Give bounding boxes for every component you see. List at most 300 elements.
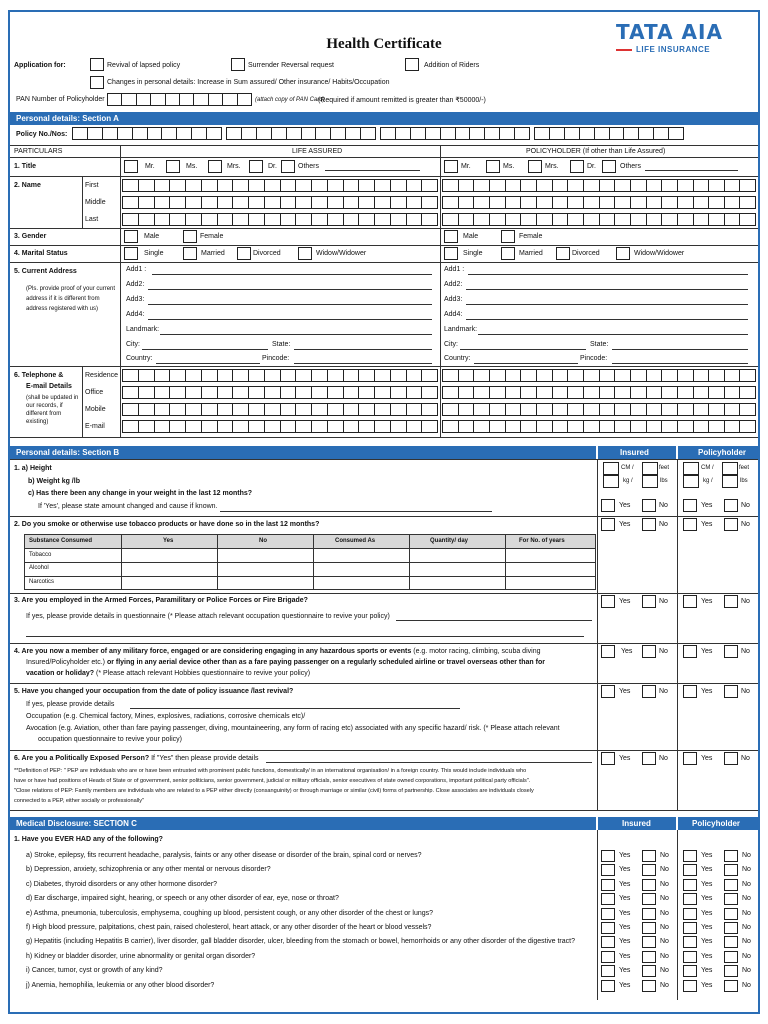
ph-medical-yes-checkbox[interactable] (683, 951, 697, 963)
q6-details-label: If "Yes" then please provide details (151, 755, 259, 762)
ph-q6-no-label: No (741, 755, 750, 762)
pep-text-3: "Close relations of PEP: Family members are individuals who are related to a PEP either directly (consanguinity) or through marriage or similar (civil) forms of partnership. Close associates are individuals closely (14, 788, 534, 794)
q4-label-1b: (e.g. motor racing, climbing, scuba diving (413, 648, 541, 655)
ph-q1c-no-checkbox[interactable] (724, 499, 738, 512)
la-mr-label: Mr. (145, 163, 155, 170)
la-mobile-input[interactable] (122, 403, 438, 416)
la-single-checkbox[interactable] (124, 247, 138, 260)
ph-landmark-label: Landmark: (444, 326, 478, 333)
la-married-label: Married (201, 250, 225, 257)
ins-medical-yes-checkbox[interactable] (601, 864, 615, 876)
surrender-label: Surrender Reversal request (248, 62, 334, 69)
ph-medical-no-checkbox[interactable] (724, 879, 738, 891)
ph-state-input[interactable] (612, 349, 748, 350)
la-country-input[interactable] (156, 363, 260, 364)
ph-medical-yes-checkbox[interactable] (683, 908, 697, 920)
ins-q6-no-checkbox[interactable] (642, 752, 656, 765)
la-middle-name-input[interactable] (122, 196, 438, 209)
section-b-policyholder-header: Policyholder (678, 446, 758, 459)
ph-q2-no-checkbox[interactable] (724, 518, 738, 531)
ph-medical-no-checkbox[interactable] (724, 951, 738, 963)
q1c-label: c) Has there been any change in your weight in the last 12 months? (28, 490, 253, 497)
ins-q4-yes-label: Yes (621, 648, 633, 655)
ph-medical-no-label: No (742, 924, 751, 931)
ins-medical-yes-checkbox[interactable] (601, 893, 615, 905)
ins-medical-yes-label: Yes (619, 924, 631, 931)
policy-no-label: Policy No./Nos: (16, 131, 68, 138)
ph-others-label: Others (620, 163, 642, 170)
ins-q3-no-label: No (659, 598, 668, 605)
middle-label: Middle (85, 199, 106, 206)
ph-q1c-yes-label: Yes (701, 502, 713, 509)
ins-medical-no-label: No (660, 967, 669, 975)
ph-medical-yes-label: Yes (701, 909, 713, 917)
la-pincode-input[interactable] (294, 363, 432, 364)
riders-checkbox[interactable] (405, 58, 419, 71)
la-add1-input[interactable] (152, 274, 432, 275)
revival-checkbox[interactable] (90, 58, 104, 71)
la-mrs-checkbox[interactable] (208, 160, 222, 173)
ins-medical-no-label: No (660, 924, 669, 931)
particulars-header: PARTICULARS (14, 148, 63, 155)
pan-input[interactable] (107, 93, 252, 106)
ins-cm-label: CM / (621, 465, 634, 471)
ins-medical-yes-label: Yes (619, 938, 631, 946)
ph-medical-yes-label: Yes (701, 852, 713, 859)
ins-medical-yes-label: Yes (619, 952, 631, 960)
medical-item: d) Ear discharge, impaired sight, hearing, or speech or any other disorder of ear, eye, nose or throat? (26, 895, 339, 903)
ins-medical-yes-label: Yes (619, 866, 631, 874)
gender-row-label: 3. Gender (14, 233, 47, 240)
ph-medical-no-label: No (742, 852, 751, 859)
ph-email-input[interactable] (442, 420, 756, 433)
medical-item: c) Diabetes, thyroid disorders or any other hormone disorder? (26, 880, 218, 888)
ph-mrs-checkbox[interactable] (528, 160, 542, 173)
q4-label-3b: (* Please attach relevant Hobbies questionnaire to revive your policy) (96, 670, 311, 677)
section-b-insured-header: Insured (598, 446, 676, 459)
la-add1-label: Add1 : (126, 266, 147, 273)
ph-medical-yes-label: Yes (701, 866, 713, 874)
ph-q5-no-checkbox[interactable] (724, 685, 738, 698)
ph-medical-no-label: No (742, 895, 751, 903)
la-city-label: City: (126, 341, 140, 348)
ph-q4-no-label: No (741, 648, 750, 655)
table-row: Narcotics (29, 579, 55, 585)
ph-medical-no-checkbox[interactable] (724, 980, 738, 992)
ph-dr-checkbox[interactable] (570, 160, 584, 173)
ins-medical-no-checkbox[interactable] (642, 864, 656, 876)
ph-add1-input[interactable] (468, 274, 748, 275)
ins-medical-no-label: No (660, 938, 669, 946)
ph-medical-no-checkbox[interactable] (724, 936, 738, 948)
ins-medical-yes-checkbox[interactable] (601, 936, 615, 948)
ph-q4-no-checkbox[interactable] (724, 645, 738, 658)
la-mr-checkbox[interactable] (124, 160, 138, 173)
ph-medical-yes-checkbox[interactable] (683, 922, 697, 934)
brand-name: TATA AIA (616, 20, 723, 44)
ph-q6-yes-checkbox[interactable] (683, 752, 697, 765)
ins-q6-yes-label: Yes (619, 755, 631, 762)
ph-married-label: Married (519, 250, 543, 257)
q1c-details-input[interactable] (220, 511, 492, 512)
la-state-input[interactable] (294, 349, 432, 350)
ph-medical-no-checkbox[interactable] (724, 864, 738, 876)
medical-item: g) Hepatitis (including Hepatitis B carrier), liver disorder, gall bladder disorder, ulcer, bleeding from the stomach or bowel, hemorrhoids or any other disorder of the digestive tract? (26, 938, 575, 946)
ph-q2-yes-label: Yes (701, 521, 713, 528)
ph-height-cm-input[interactable] (683, 462, 699, 475)
ph-medical-no-checkbox[interactable] (724, 965, 738, 977)
ph-mobile-input[interactable] (442, 403, 756, 416)
policy-no-input-2[interactable] (226, 127, 376, 140)
q5-note: occupation questionnaire to revive your policy) (38, 736, 182, 743)
ph-female-label: Female (519, 233, 543, 240)
la-city-input[interactable] (142, 349, 268, 350)
ph-middle-name-input[interactable] (442, 196, 756, 209)
ph-dr-label: Dr. (587, 163, 596, 170)
ph-weight-lbs-input[interactable] (722, 475, 738, 488)
ph-medical-yes-checkbox[interactable] (683, 864, 697, 876)
ins-q2-yes-checkbox[interactable] (601, 518, 615, 531)
ph-male-checkbox[interactable] (444, 230, 458, 243)
title-row-label: 1. Title (14, 163, 37, 170)
ph-medical-yes-checkbox[interactable] (683, 980, 697, 992)
ph-q6-no-checkbox[interactable] (724, 752, 738, 765)
q6-details-input[interactable] (266, 762, 592, 763)
ins-q2-yes-label: Yes (619, 521, 631, 528)
ph-add2-label: Add2: (444, 281, 463, 288)
telephone-note: (shall be updated in our records, if different from existing) (26, 395, 79, 425)
ph-q5-yes-label: Yes (701, 688, 713, 695)
la-ms-label: Ms. (186, 163, 198, 170)
q1b-label: b) Weight kg /lb (28, 478, 80, 485)
ph-add4-label: Add4: (444, 311, 463, 318)
medical-item: a) Stroke, epilepsy, fits recurrent headache, paralysis, faints or any other disease or disorder of the brain, spinal cord or nerves? (26, 852, 422, 859)
ph-medical-yes-checkbox[interactable] (683, 850, 697, 862)
ph-add2-input[interactable] (466, 289, 748, 290)
ph-medical-yes-checkbox[interactable] (683, 965, 697, 977)
ph-medical-yes-label: Yes (701, 981, 713, 989)
la-male-label: Male (144, 233, 160, 240)
ph-add4-input[interactable] (466, 319, 748, 320)
ph-first-name-input[interactable] (442, 179, 756, 192)
ph-single-checkbox[interactable] (444, 247, 458, 260)
mobile-label: Mobile (85, 406, 106, 413)
ph-medical-no-label: No (742, 880, 751, 888)
ph-country-input[interactable] (474, 363, 578, 364)
ins-q3-no-checkbox[interactable] (642, 595, 656, 608)
pep-text-1: **Definition of PEP: " PEP are individuals who are or have been entrusted with prominent public functions, domestically/ in an international organisation/ in a foreign country. This would include individuals who (14, 768, 527, 774)
la-add3-label: Add3: (126, 296, 145, 303)
ins-q5-yes-checkbox[interactable] (601, 685, 615, 698)
la-add4-label: Add4: (126, 311, 145, 318)
ins-kg-label: kg / (623, 478, 633, 484)
ph-residence-input[interactable] (442, 369, 756, 382)
ins-medical-no-checkbox[interactable] (642, 965, 656, 977)
ph-medical-no-label: No (742, 909, 751, 917)
ins-medical-no-label: No (660, 909, 669, 917)
ph-q3-yes-label: Yes (701, 598, 713, 605)
ph-female-checkbox[interactable] (501, 230, 515, 243)
ph-q6-yes-label: Yes (701, 755, 713, 762)
ph-medical-no-label: No (742, 967, 751, 975)
q5-label: 5. Have you changed your occupation from the date of policy issuance /last revival? (14, 688, 294, 695)
policy-no-input-4[interactable] (534, 127, 684, 140)
brand-sub: LIFE INSURANCE (636, 45, 711, 54)
application-label: Application for: (14, 62, 66, 69)
la-office-input[interactable] (122, 386, 438, 399)
ins-medical-yes-checkbox[interactable] (601, 980, 615, 992)
ph-q4-yes-checkbox[interactable] (683, 645, 697, 658)
q5-avocation-label: Avocation (e.g. Aviation, other than fare paying passenger, diving, mountaineering, any form of racing etc) associated with any specific hazard/ risk. (* Please attach relevant (26, 725, 560, 732)
changes-label: Changes in personal details: Increase in Sum assured/ Other insurance/ Habits/Occupation (107, 79, 390, 86)
section-b-band: Personal details: Section B (10, 446, 596, 459)
ph-others-checkbox[interactable] (602, 160, 616, 173)
ph-pincode-input[interactable] (612, 363, 748, 364)
first-label: First (85, 182, 99, 189)
ins-q3-yes-checkbox[interactable] (601, 595, 615, 608)
ins-height-feet-input[interactable] (642, 462, 658, 475)
la-widow-label: Widow/Widower (316, 250, 367, 257)
ins-medical-yes-checkbox[interactable] (601, 951, 615, 963)
la-dr-checkbox[interactable] (249, 160, 263, 173)
ph-mrs-label: Mrs. (545, 163, 559, 170)
ins-medical-yes-checkbox[interactable] (601, 908, 615, 920)
ph-single-label: Single (463, 250, 483, 257)
ins-medical-no-checkbox[interactable] (642, 893, 656, 905)
ins-medical-yes-label: Yes (619, 852, 631, 859)
ins-q5-yes-label: Yes (619, 688, 631, 695)
ph-married-checkbox[interactable] (501, 247, 515, 260)
ins-q5-no-checkbox[interactable] (642, 685, 656, 698)
ins-medical-no-checkbox[interactable] (642, 922, 656, 934)
q4-label-2: Insured/Policyholder etc.) (26, 659, 105, 666)
la-last-name-input[interactable] (122, 213, 438, 226)
ph-medical-yes-checkbox[interactable] (683, 936, 697, 948)
ins-q3-yes-label: Yes (619, 598, 631, 605)
la-male-checkbox[interactable] (124, 230, 138, 243)
name-row-label: 2. Name (14, 182, 41, 189)
ph-medical-no-checkbox[interactable] (724, 850, 738, 862)
ph-last-name-input[interactable] (442, 213, 756, 226)
q3-label: 3. Are you employed in the Armed Forces, Paramilitary or Police Forces or Fire Brigade? (14, 597, 308, 604)
la-residence-input[interactable] (122, 369, 438, 382)
office-label: Office (85, 389, 104, 396)
ins-q1c-no-label: No (659, 502, 668, 509)
la-landmark-input[interactable] (160, 334, 432, 335)
la-email-input[interactable] (122, 420, 438, 433)
ph-q1c-yes-checkbox[interactable] (683, 499, 697, 512)
la-state-label: State: (272, 341, 291, 348)
changes-checkbox[interactable] (90, 76, 104, 89)
ins-q6-no-label: No (659, 755, 668, 762)
ins-medical-no-label: No (660, 952, 669, 960)
ins-weight-kg-input[interactable] (603, 475, 619, 488)
ins-q2-no-label: No (659, 521, 668, 528)
q6-label: 6. Are you a Politically Exposed Person? (14, 755, 150, 762)
q2-label: 2. Do you smoke or otherwise use tobacco products or have done so in the last 12 months? (14, 521, 320, 528)
ph-medical-yes-label: Yes (701, 938, 713, 946)
policy-no-input-3[interactable] (380, 127, 530, 140)
q5-details-input[interactable] (130, 708, 460, 709)
ins-q6-yes-checkbox[interactable] (601, 752, 615, 765)
ph-medical-no-label: No (742, 866, 751, 874)
la-divorced-checkbox[interactable] (237, 247, 251, 260)
ph-q2-yes-checkbox[interactable] (683, 518, 697, 531)
pan-requirement: (Required if amount remitted is greater than ₹50000/-) (318, 97, 486, 104)
ph-q3-yes-checkbox[interactable] (683, 595, 697, 608)
ins-q1c-yes-checkbox[interactable] (601, 499, 615, 512)
ph-city-label: City: (444, 341, 458, 348)
ph-medical-yes-label: Yes (701, 895, 713, 903)
ins-q5-no-label: No (659, 688, 668, 695)
la-add2-input[interactable] (148, 289, 432, 290)
ins-medical-no-label: No (660, 981, 669, 989)
ins-medical-yes-checkbox[interactable] (601, 850, 615, 862)
ph-add1-label: Add1 : (444, 266, 465, 273)
residence-label: Residence (85, 372, 119, 379)
ins-medical-no-checkbox[interactable] (642, 980, 656, 992)
ph-office-input[interactable] (442, 386, 756, 399)
table-row: Tobacco (29, 552, 52, 558)
la-ms-checkbox[interactable] (166, 160, 180, 173)
pep-text-2: have or have had positions of Heads of State or of government, senior politicians, senior government, judicial or military officials, senior executives of state owned corporations, important political party officials". (14, 778, 531, 784)
la-add4-input[interactable] (148, 319, 432, 320)
ph-weight-kg-input[interactable] (683, 475, 699, 488)
la-add3-input[interactable] (148, 304, 432, 305)
medical-item: h) Kidney or bladder disorder, urine abnormality or genital organ disorder? (26, 952, 256, 960)
ins-medical-yes-checkbox[interactable] (601, 879, 615, 891)
ins-lbs-label: lbs (660, 478, 668, 484)
policyholder-header: POLICYHOLDER (If other than Life Assured) (526, 148, 666, 155)
ph-q5-yes-checkbox[interactable] (683, 685, 697, 698)
ph-q2-no-label: No (741, 521, 750, 528)
email-details-label: E-mail Details (26, 383, 72, 390)
ph-q1c-no-label: No (741, 502, 750, 509)
q3-details-input-2[interactable] (26, 636, 584, 637)
pan-label: PAN Number of Policyholder (16, 96, 105, 103)
table-row: Alcohol (29, 565, 49, 571)
ph-q3-no-label: No (741, 598, 750, 605)
ph-cm-label: CM / (701, 465, 714, 471)
ins-feet-label: feet (659, 465, 670, 471)
ins-medical-yes-label: Yes (619, 981, 631, 989)
section-c-policyholder-header: Policyholder (678, 817, 758, 830)
section-c-band: Medical Disclosure: SECTION C (10, 817, 596, 830)
riders-label: Addition of Riders (424, 62, 480, 69)
ins-medical-no-checkbox[interactable] (642, 951, 656, 963)
ph-medical-no-checkbox[interactable] (724, 922, 738, 934)
ph-medical-no-label: No (742, 981, 751, 989)
ins-q1c-no-checkbox[interactable] (642, 499, 656, 512)
ph-divorced-checkbox[interactable] (556, 247, 570, 260)
ph-add3-input[interactable] (466, 304, 748, 305)
ins-q1c-yes-label: Yes (619, 502, 631, 509)
ins-height-cm-input[interactable] (603, 462, 619, 475)
section-c-insured-header: Insured (598, 817, 676, 830)
ph-medical-yes-label: Yes (701, 952, 713, 960)
q3-note: If yes, please provide details in questionnaire (* Please attach relevant occupation questionnaire to revive your policy) (26, 613, 390, 620)
last-label: Last (85, 216, 99, 223)
ph-landmark-input[interactable] (478, 334, 748, 335)
q4-label-2b: or flying in any aerial device other than as a fare paying passenger on a regularly scheduled airline or travel overseas other than for (106, 659, 545, 666)
ph-height-feet-input[interactable] (722, 462, 738, 475)
ph-medical-yes-checkbox[interactable] (683, 879, 697, 891)
surrender-checkbox[interactable] (231, 58, 245, 71)
ph-ms-checkbox[interactable] (486, 160, 500, 173)
medical-item: e) Asthma, pneumonia, tuberculosis, emphysema, coughing up blood, persistent cough, or any other disorder of the chest or lungs? (26, 909, 434, 917)
ins-q4-yes-checkbox[interactable] (601, 645, 615, 658)
ins-medical-yes-label: Yes (619, 895, 631, 903)
ins-weight-lbs-input[interactable] (642, 475, 658, 488)
la-first-name-input[interactable] (122, 179, 438, 192)
la-widow-checkbox[interactable] (298, 247, 312, 260)
ph-medical-no-checkbox[interactable] (724, 908, 738, 920)
ins-medical-yes-checkbox[interactable] (601, 922, 615, 934)
ins-medical-no-checkbox[interactable] (642, 879, 656, 891)
ph-mr-checkbox[interactable] (444, 160, 458, 173)
ph-medical-yes-checkbox[interactable] (683, 893, 697, 905)
telephone-row-label: 6. Telephone & (14, 372, 64, 379)
ph-medical-yes-label: Yes (701, 880, 713, 888)
la-landmark-label: Landmark: (126, 326, 160, 333)
ins-medical-no-label: No (660, 866, 669, 874)
ph-q3-no-checkbox[interactable] (724, 595, 738, 608)
ph-medical-no-checkbox[interactable] (724, 893, 738, 905)
consumed-as-header: Consumed As (335, 538, 376, 544)
ins-medical-no-checkbox[interactable] (642, 908, 656, 920)
ph-widow-checkbox[interactable] (616, 247, 630, 260)
la-add2-label: Add2: (126, 281, 145, 288)
address-note: (Pls. provide proof of your current address if it is different from address registered with us) (26, 286, 116, 312)
ins-medical-yes-label: Yes (619, 909, 631, 917)
ins-q2-no-checkbox[interactable] (642, 518, 656, 531)
la-mrs-label: Mrs. (227, 163, 241, 170)
email-label: E-mail (85, 423, 105, 430)
page-title: Health Certificate (326, 36, 442, 52)
q3-details-input[interactable] (396, 620, 592, 621)
pep-text-4: connected to a PEP, either socially or professionally" (14, 798, 144, 804)
substance-no-header: No (259, 538, 267, 544)
ph-divorced-label: Divorced (572, 250, 600, 257)
section-a-band: Personal details: Section A (10, 112, 758, 125)
q5-details-label: If yes, please provide details (26, 701, 115, 708)
ins-medical-no-label: No (660, 852, 669, 859)
pep-definition (14, 766, 594, 806)
la-others-checkbox[interactable] (281, 160, 295, 173)
ins-medical-no-checkbox[interactable] (642, 936, 656, 948)
medical-item: j) Anemia, hemophilia, leukemia or any other blood disorder? (26, 981, 215, 989)
ins-medical-no-checkbox[interactable] (642, 850, 656, 862)
q1c-note: If 'Yes', please state amount changed and cause if known. (38, 503, 218, 510)
ins-medical-yes-checkbox[interactable] (601, 965, 615, 977)
medical-item: i) Cancer, tumor, cyst or growth of any kind? (26, 967, 163, 975)
ph-widow-label: Widow/Widower (634, 250, 685, 257)
ph-pincode-label: Pincode: (580, 355, 608, 362)
ph-city-input[interactable] (460, 349, 586, 350)
ph-country-label: Country: (444, 355, 471, 362)
q1a-label: 1. a) Height (14, 465, 52, 472)
substance-header: Substance Consumed (29, 538, 93, 544)
policy-no-input-1[interactable] (72, 127, 222, 140)
ins-q4-no-checkbox[interactable] (642, 645, 656, 658)
la-female-checkbox[interactable] (183, 230, 197, 243)
ph-ms-label: Ms. (503, 163, 515, 170)
ph-state-label: State: (590, 341, 609, 348)
ph-medical-yes-label: Yes (701, 967, 713, 975)
ph-kg-label: kg / (703, 478, 713, 484)
la-married-checkbox[interactable] (183, 247, 197, 260)
q4-label-1: 4. Are you now a member of any military force, engaged or are considering engaging in any hazardous sports or events (14, 648, 412, 655)
